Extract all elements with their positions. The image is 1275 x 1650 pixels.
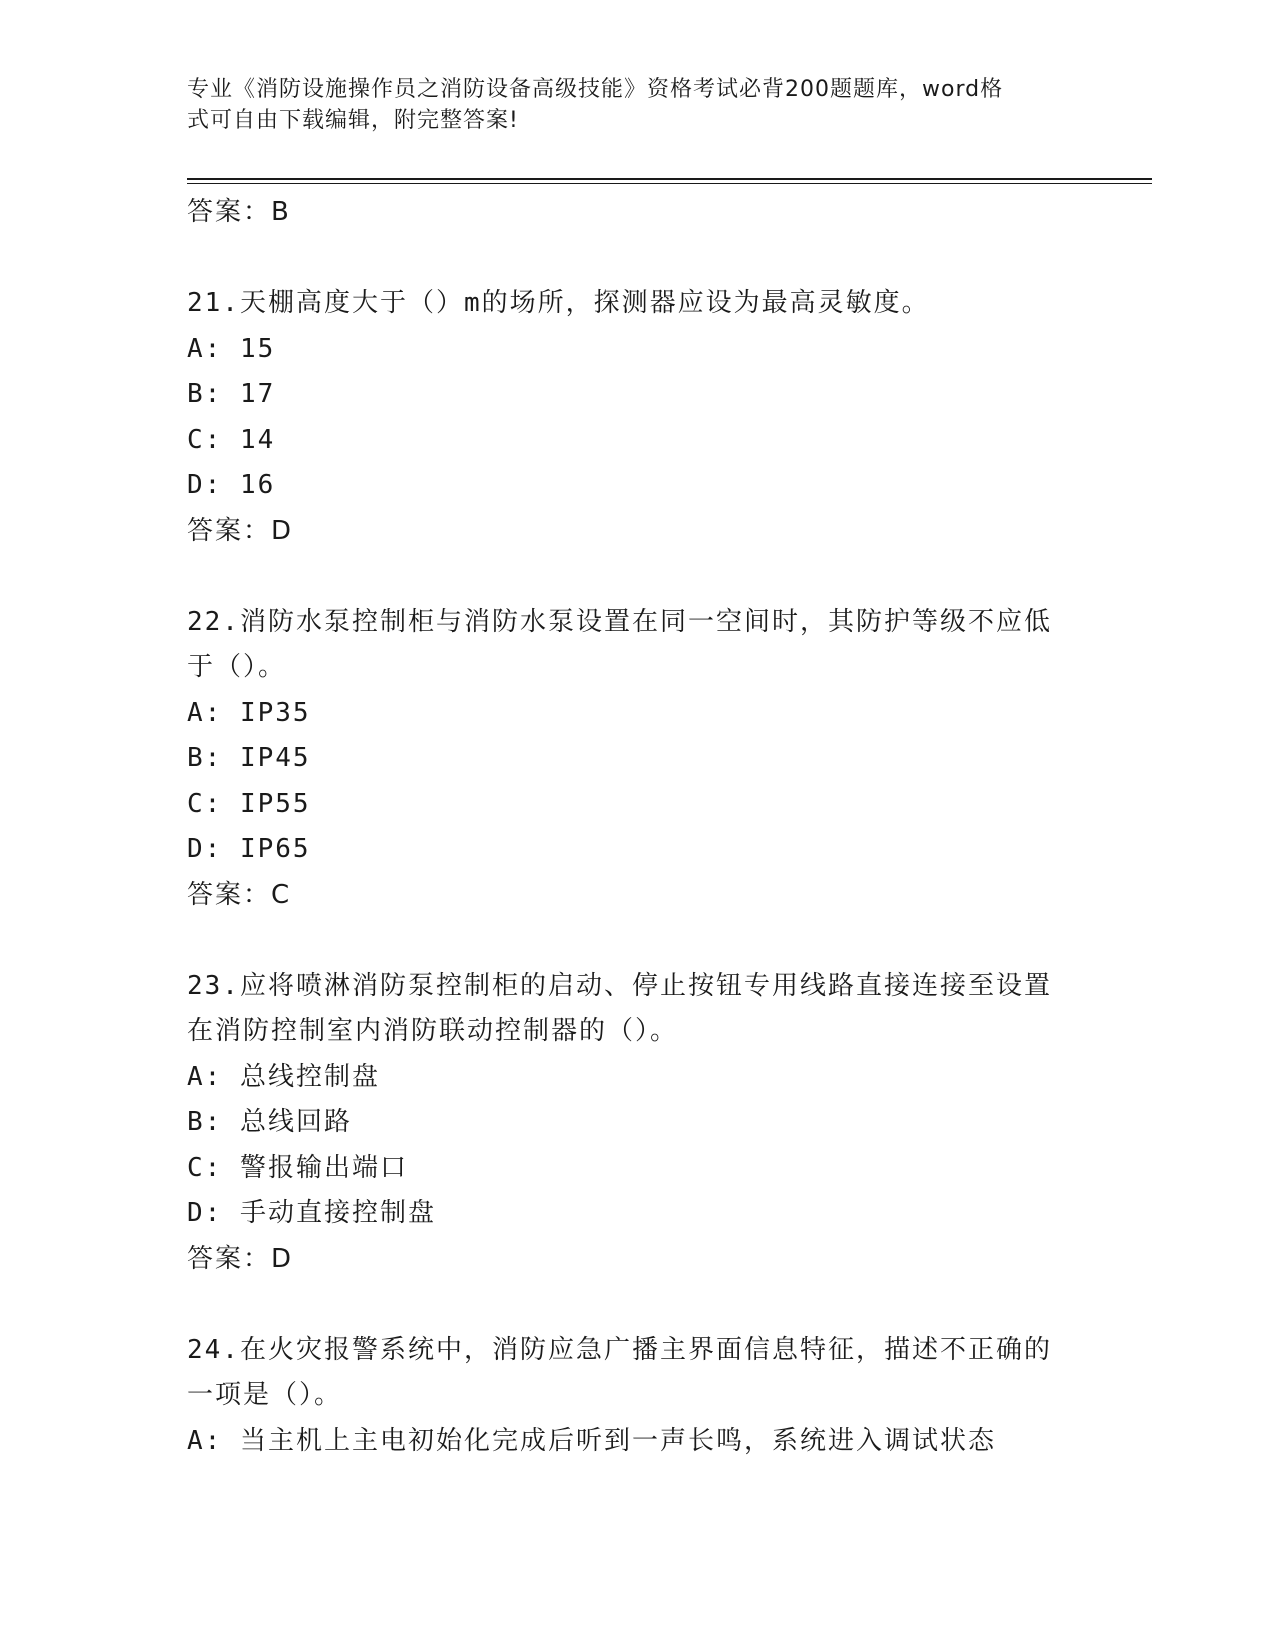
- question-list: [187, 190, 1067, 1464]
- question-block: [187, 964, 1067, 1283]
- answer-line: 答案：D: [187, 1243, 294, 1274]
- header-line-2: 式可自由下载编辑，附完整答案!: [187, 108, 519, 133]
- spacer: [187, 554, 1067, 600]
- answer-line: 答案：C: [187, 879, 292, 910]
- answer-line: 答案：D: [187, 515, 294, 546]
- question-stem-continued: 于（）。: [187, 652, 287, 682]
- option-c: C: 警报输出端口: [187, 1152, 408, 1183]
- option-d: D: IP65: [187, 834, 311, 864]
- option-a: A: 总线控制盘: [187, 1061, 380, 1092]
- spacer: [187, 1282, 1067, 1328]
- option-a: A: 15: [187, 333, 276, 364]
- header-line-1: 专业《消防设施操作员之消防设备高级技能》资格考试必背200题题库，word格: [187, 77, 1004, 102]
- header-divider-thick: [187, 178, 1152, 180]
- option-a: A: IP35: [187, 697, 311, 728]
- question-block: [187, 600, 1067, 919]
- option-b: B: 17: [187, 379, 276, 409]
- option-b: B: IP45: [187, 743, 311, 773]
- question-stem: 22.消防水泵控制柜与消防水泵设置在同一空间时，其防护等级不应低: [187, 606, 1052, 637]
- option-c: C: IP55: [187, 788, 311, 819]
- option-a: A: 当主机上主电初始化完成后听到一声长鸣，系统进入调试状态: [187, 1425, 996, 1456]
- spacer: [187, 918, 1067, 964]
- question-stem-continued: 在消防控制室内消防联动控制器的（）。: [187, 1016, 679, 1046]
- answer-line: 答案：B: [187, 197, 291, 227]
- header-divider-thin: [187, 183, 1152, 184]
- question-stem: 21.天棚高度大于（）m的场所，探测器应设为最高灵敏度。: [187, 288, 930, 318]
- option-d: D: 手动直接控制盘: [187, 1198, 436, 1228]
- question-block: [187, 1328, 1067, 1465]
- question-stem-continued: 一项是（）。: [187, 1380, 343, 1410]
- spacer: [187, 236, 1067, 282]
- question-block: [187, 281, 1067, 554]
- document-header: [187, 74, 1067, 136]
- option-b: B: 总线回路: [187, 1107, 352, 1137]
- option-d: D: 16: [187, 470, 276, 500]
- question-stem: 24.在火灾报警系统中，消防应急广播主界面信息特征，描述不正确的: [187, 1334, 1052, 1365]
- question-stem: 23.应将喷淋消防泵控制柜的启动、停止按钮专用线路直接连接至设置: [187, 970, 1052, 1001]
- option-c: C: 14: [187, 424, 276, 455]
